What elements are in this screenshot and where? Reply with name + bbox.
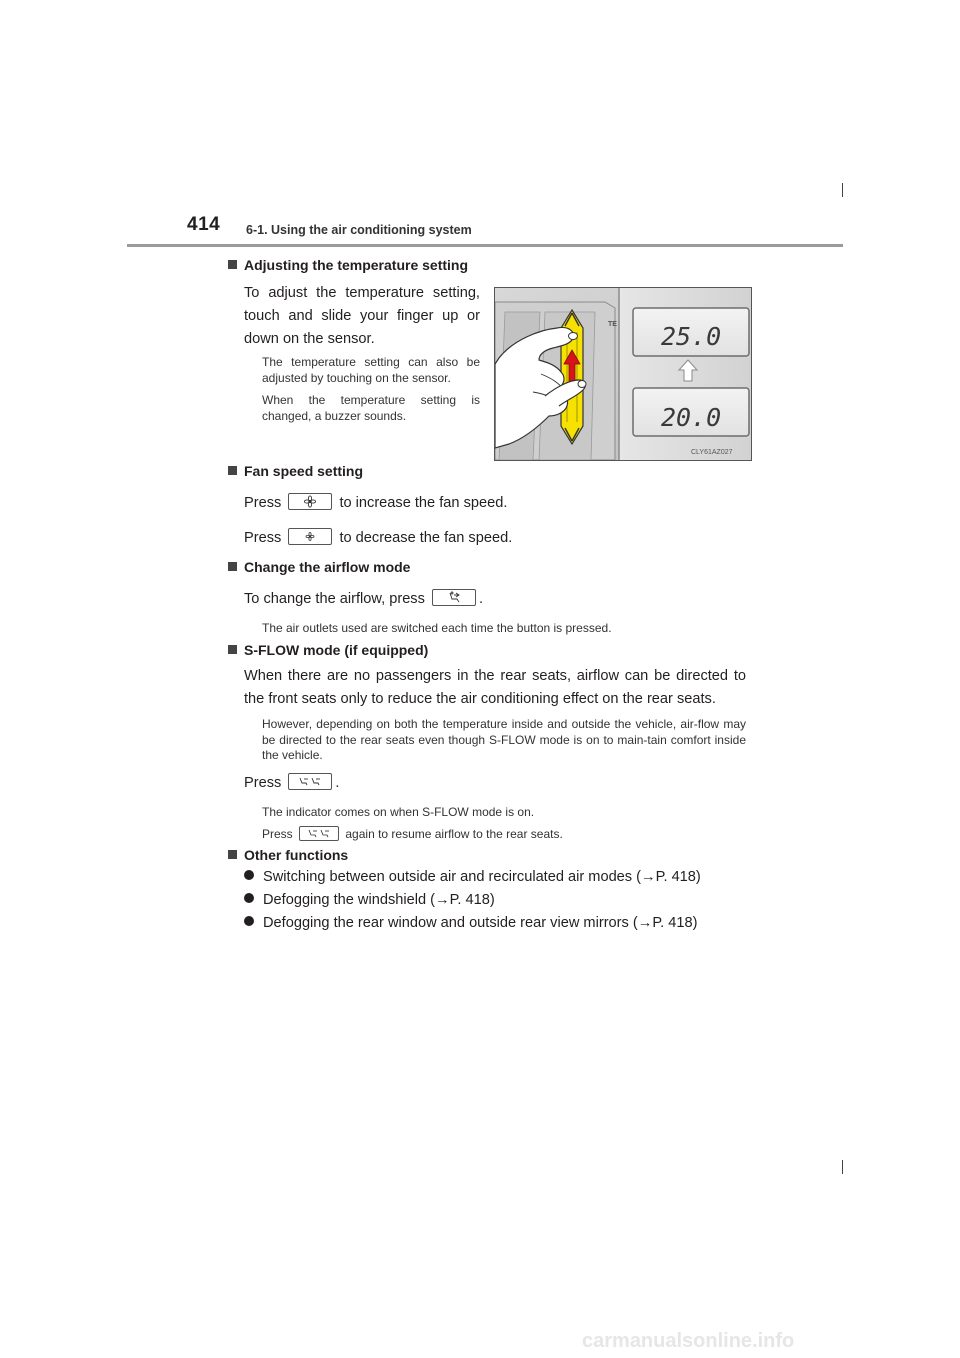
section-title: 6-1. Using the air conditioning system bbox=[246, 223, 472, 237]
display-bottom: 20.0 bbox=[661, 403, 722, 432]
temperature-note-2: When the temperature setting is changed, a buzzer sounds. bbox=[262, 393, 480, 423]
temperature-body: To adjust the temperature setting, touch and slide your finger up or down on the sensor. bbox=[244, 285, 480, 347]
header-rule bbox=[127, 244, 843, 247]
fan-increase-line: Press to increase the fan speed. bbox=[244, 495, 508, 511]
square-bullet-icon bbox=[228, 850, 237, 859]
square-bullet-icon bbox=[228, 562, 237, 571]
other-item: Defogging the rear window and outside rear view mirrors (→P. 418) bbox=[244, 912, 698, 935]
crop-mark-bottom bbox=[842, 1160, 843, 1174]
watermark: carmanualsonline.info bbox=[582, 1330, 795, 1352]
sflow-again-note: Press again to resume airflow to the rear seats. bbox=[262, 827, 563, 841]
airflow-mode-icon bbox=[433, 590, 475, 605]
bullet-icon bbox=[244, 893, 254, 903]
airflow-note: The air outlets used are switched each time the button is pressed. bbox=[262, 621, 612, 635]
s-flow-icon bbox=[300, 827, 338, 840]
sflow-button-inline[interactable] bbox=[299, 826, 339, 841]
sflow-button[interactable] bbox=[288, 773, 332, 790]
sflow-press-line: Press . bbox=[244, 775, 340, 791]
page-number: 414 bbox=[187, 214, 221, 235]
temperature-heading: Adjusting the temperature setting bbox=[228, 257, 468, 273]
sflow-heading: S-FLOW mode (if equipped) bbox=[228, 642, 428, 658]
other-heading: Other functions bbox=[228, 847, 348, 863]
other-item: Defogging the windshield (→P. 418) bbox=[244, 889, 495, 912]
bullet-icon bbox=[244, 916, 254, 926]
square-bullet-icon bbox=[228, 260, 237, 269]
temperature-sensor-illustration bbox=[495, 288, 751, 460]
sflow-indicator-note: The indicator comes on when S-FLOW mode is on. bbox=[262, 805, 535, 819]
fan-large-icon bbox=[289, 494, 331, 509]
crop-mark-top bbox=[842, 183, 843, 197]
fan-decrease-button[interactable] bbox=[288, 528, 332, 545]
display-top: 25.0 bbox=[661, 322, 722, 351]
figure-code: CLY61AZ027 bbox=[691, 449, 733, 456]
fan-increase-button[interactable] bbox=[288, 493, 332, 510]
fan-decrease-line: Press to decrease the fan speed. bbox=[244, 530, 513, 546]
sflow-note: However, depending on both the temperature inside and outside the vehicle, air-flow may be directed to the rear seats even though S-FLOW mode is on to main-tain comfort inside the vehicle. bbox=[262, 717, 746, 762]
bullet-icon bbox=[244, 870, 254, 880]
temperature-sensor-figure bbox=[494, 287, 752, 461]
temperature-note-1: The temperature setting can also be adjusted by touching on the sensor. bbox=[262, 355, 480, 385]
sflow-body: When there are no passengers in the rear seats, airflow can be directed to the front seats only to reduce the air conditioning effect on the rear seats. bbox=[244, 668, 746, 707]
other-item: Switching between outside air and recirculated air modes (→P. 418) bbox=[244, 866, 701, 889]
airflow-mode-button[interactable] bbox=[432, 589, 476, 606]
square-bullet-icon bbox=[228, 645, 237, 654]
fan-heading: Fan speed setting bbox=[228, 463, 363, 479]
fan-small-icon bbox=[289, 529, 331, 544]
square-bullet-icon bbox=[228, 466, 237, 475]
s-flow-icon bbox=[289, 774, 331, 789]
figure-partial-label: TE bbox=[608, 321, 617, 328]
airflow-body: To change the airflow, press . bbox=[244, 591, 484, 607]
airflow-heading: Change the airflow mode bbox=[228, 559, 410, 575]
